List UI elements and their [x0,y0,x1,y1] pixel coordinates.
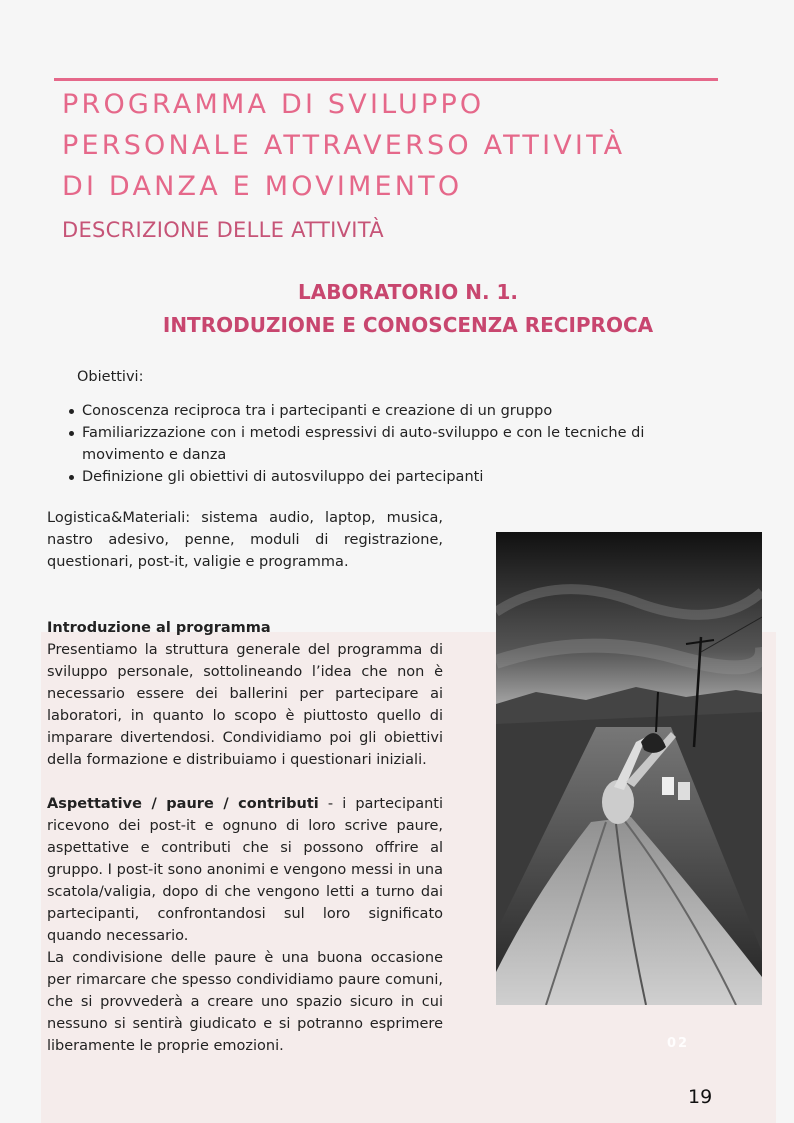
page-number: 19 [688,1086,713,1108]
list-item: Definizione gli obiettivi di autosviluppo dei partecipanti [82,466,722,488]
expectations-paragraph [47,793,443,947]
lab-number: LABORATORIO N. 1. [297,280,519,304]
title-line-2: PERSONALE ATTRAVERSO ATTIVITÀ [62,130,626,161]
list-item: Conoscenza reciproca tra i partecipanti e creazione di un gruppo [82,400,722,422]
dancer-photo-illustration [496,532,762,1005]
activity-description [47,617,443,1057]
intro-body: Presentiamo la struttura generale del programma di sviluppo personale, sottolineando l’idea che non è necessario essere dei ballerini per partecipare ai laboratori, in quanto lo scopo è piuttosto quello di imparare divertendosi. Condividiamo poi gli obiettivi della formazione e distribuiamo i questionari iniziali. [47,642,443,768]
watermark-number: 02 [667,1036,690,1051]
header-divider [54,78,718,81]
page-title [62,84,762,207]
dancer-photo [496,532,762,1005]
page-subtitle: DESCRIZIONE DELLE ATTIVITÀ [62,218,384,242]
lab-name: INTRODUZIONE E CONOSCENZA RECIPROCA [162,313,654,337]
intro-heading: Introduzione al programma [47,620,271,636]
objectives-label: Obiettivi: [77,369,144,385]
lab-heading [60,276,756,342]
expectations-heading: Aspettative / paure / contributi [47,796,319,812]
title-line-1: PROGRAMMA DI SVILUPPO [62,89,485,120]
title-line-3: DI DANZA E MOVIMENTO [62,171,463,202]
expectations-body: - i partecipanti ricevono dei post-it e ognuno di loro scrive paure, aspettative e contributi che si possono offrire al gruppo. I post-it sono anonimi e vengono messi in una scatola/valigia, dopo di che vengono letti a turno dai partecipanti, confrontandosi sul loro significato quando necessario. [47,796,443,944]
objectives-list [82,400,722,488]
fears-paragraph: La condivisione delle paure è una buona occasione per rimarcare che spesso condividiamo paure comuni, che si provvederà a creare uno spazio sicuro in cui nessuno si sentirà giudicato e si potranno esprimere liberamente le proprie emozioni. [47,950,443,1054]
list-item: Familiarizzazione con i metodi espressivi di auto-sviluppo e con le tecniche di movimento e danza [82,422,722,466]
logistics-paragraph: Logistica&Materiali: sistema audio, laptop, musica, nastro adesivo, penne, moduli di registrazione, questionari, post-it, valigie e programma. [47,510,443,570]
